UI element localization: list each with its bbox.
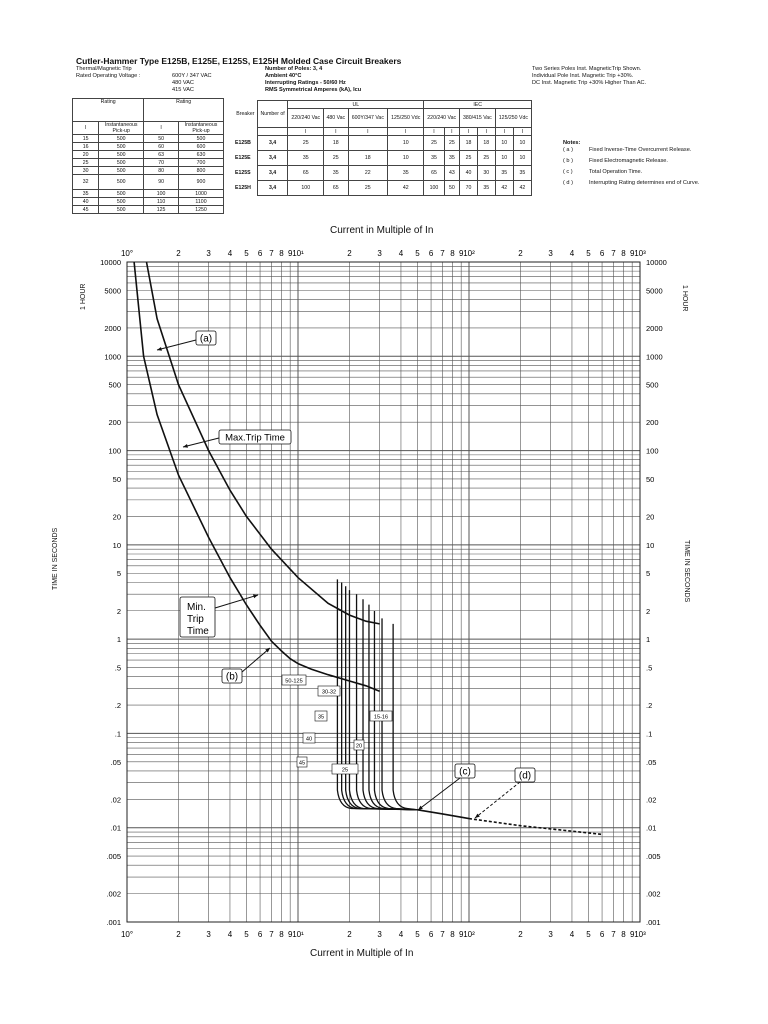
annotation-arrow [157, 340, 196, 350]
y-tick-label: 500 [646, 380, 659, 390]
note-text: Interrupting Rating determines end of Curve. [589, 180, 700, 186]
note-key: ( d ) [563, 180, 573, 186]
breaker-cell: 18 [324, 136, 348, 151]
note-text: Fixed Electromagnetic Release. [589, 158, 668, 164]
x-tick-label: 5 [415, 930, 420, 939]
y-tick-label: .05 [110, 757, 121, 767]
rating-header-2: Rating [144, 99, 224, 122]
series-note-3: DC Inst. Magnetic Trip +30% Higher Than AC. [532, 80, 647, 86]
rating-cell: 1250 [179, 206, 224, 214]
annotation-d: (d) [518, 770, 532, 782]
x-tick-label: 2 [518, 249, 523, 258]
x-tick-label: 4 [569, 249, 575, 258]
x-tick-label: 9 [287, 249, 293, 258]
pickup-curve [363, 599, 418, 810]
sub-iec-6: I [513, 128, 531, 136]
pickup-label: 50-125 [285, 678, 303, 685]
breaker-cell: 50 [444, 181, 459, 196]
breaker-cell: E125B [235, 140, 251, 146]
y-tick-label: .005 [646, 852, 661, 862]
y-tick-label: .05 [646, 757, 657, 767]
page-title: Cutler-Hammer Type E125B, E125E, E125S, E125H Molded Case Circuit Breakers [76, 56, 402, 66]
x-tick-label: 7 [269, 930, 274, 939]
ul-col-1: 220/240 Vac [288, 109, 324, 128]
poles-info: Number of Poles: 3, 4 [265, 66, 323, 72]
pickup-label: 35 [317, 714, 325, 721]
x-tick-label: 3 [206, 930, 211, 939]
x-tick-label: 7 [269, 249, 274, 258]
rating-cell: 1100 [179, 198, 224, 206]
y-tick-label: .02 [110, 795, 121, 805]
y-tick-label: .2 [646, 701, 653, 711]
voltage-label: Rated Operating Voltage : [76, 73, 141, 79]
x-tick-label: 2 [347, 930, 352, 939]
y-tick-label: 5000 [104, 286, 121, 296]
x-tick-label: 4 [227, 249, 233, 258]
y-tick-label: 5000 [646, 286, 663, 296]
x-tick-label: 7 [611, 930, 616, 939]
breaker-cell: 10 [388, 151, 424, 166]
y-tick-label: .01 [646, 823, 657, 833]
rating-cell: 100 [144, 190, 179, 198]
rating-cell: 500 [99, 190, 144, 198]
y-tick-label: .1 [114, 729, 121, 739]
y-tick-label: 1000 [104, 352, 121, 362]
rating-cell: 90 [144, 175, 179, 190]
rating-cell: 30 [73, 167, 99, 175]
rating-cell: 500 [99, 159, 144, 167]
voltage-1: 600Y / 347 VAC [172, 73, 212, 79]
breaker-cell: 65 [288, 166, 324, 181]
y-tick-label: 20 [112, 512, 121, 522]
voltage-2: 480 VAC [172, 80, 194, 86]
rating-cell: 45 [73, 206, 99, 214]
x-tick-label: 10° [120, 249, 134, 258]
note-key: ( b ) [563, 158, 573, 164]
rating-cell: 900 [179, 175, 224, 190]
y-tick-label: 1 [116, 635, 121, 645]
col-breaker: Breaker [236, 111, 255, 117]
x-tick-label: 9 [458, 930, 464, 939]
x-tick-label: 2 [347, 249, 352, 258]
hour-label-left: 1 HOUR [80, 283, 87, 310]
y-tick-label: 5 [116, 569, 121, 579]
y-tick-label: 1000 [646, 352, 663, 362]
iec-col-1: 220/240 Vac [424, 109, 460, 128]
breaker-cell: 25 [424, 136, 444, 151]
y-tick-label: 5 [646, 569, 651, 579]
y-tick-label: .1 [646, 729, 653, 739]
breaker-cell: 10 [388, 136, 424, 151]
x-tick-label: 5 [415, 249, 420, 258]
x-tick-label: 6 [257, 249, 263, 258]
pickup-label: 20 [355, 743, 363, 750]
x-tick-label: 10¹ [292, 930, 304, 939]
col-pickup: Instantaneous Pick-up [99, 122, 144, 135]
x-tick-label: 3 [377, 249, 382, 258]
x-tick-label: 6 [428, 249, 434, 258]
breaker-cell: 10 [495, 151, 513, 166]
pickup-curve [349, 590, 417, 810]
pickup-label: 15-16 [373, 714, 389, 721]
breaker-cell: 65 [324, 181, 348, 196]
x-tick-label: 10¹ [292, 249, 304, 258]
y-tick-label: 50 [112, 474, 121, 484]
rating-cell: 15 [73, 135, 99, 143]
y-tick-label: 1 [646, 635, 651, 645]
sub-iec-5: I [495, 128, 513, 136]
rating-cell: 80 [144, 167, 179, 175]
y-tick-label: 200 [108, 418, 121, 428]
y-tick-label: .02 [646, 795, 657, 805]
note-key: ( a ) [563, 147, 573, 153]
arrow-head [253, 594, 258, 598]
y-tick-label: .5 [646, 663, 653, 673]
breaker-cell: 35 [388, 166, 424, 181]
y-tick-label: .01 [110, 823, 121, 833]
plot-frame [127, 262, 640, 922]
pickup-label: 45 [298, 760, 306, 767]
breaker-cell: 25 [444, 136, 459, 151]
annotation-arrow [183, 438, 219, 447]
y-tick-label: 2000 [646, 323, 663, 333]
ul-col-3: 600Y/347 Vac [348, 109, 388, 128]
breaker-cell: 18 [348, 151, 388, 166]
ul-col-2: 480 Vac [324, 109, 348, 128]
breaker-cell: 100 [288, 181, 324, 196]
rating-cell: 500 [99, 151, 144, 159]
x-tick-label: 3 [548, 249, 553, 258]
pickup-curve [393, 624, 417, 810]
rating-cell: 500 [99, 206, 144, 214]
series-note-1: Two Series Poles Inst. MagneticTrip Shown. [532, 66, 642, 72]
note-text: Fixed Inverse-Time Overcurrent Release. [589, 147, 692, 153]
y-tick-label: 50 [646, 474, 655, 484]
col-pickup-2: Instantaneous Pick-up [179, 122, 224, 135]
x-tick-label: 9 [458, 249, 464, 258]
breaker-cell: 35 [288, 151, 324, 166]
interrupting-info: Interrupting Ratings - 50/60 Hz [265, 80, 346, 86]
annotation-c: (c) [459, 766, 471, 778]
sub-ul-4: I [388, 128, 424, 136]
x-tick-label: 8 [450, 930, 455, 939]
breaker-cell: 42 [495, 181, 513, 196]
ul-header: UL [288, 101, 424, 109]
x-tick-label: 10² [463, 249, 475, 258]
rating-cell: 500 [99, 198, 144, 206]
x-tick-label: 8 [621, 249, 626, 258]
pickup-label: 30-32 [321, 689, 337, 696]
x-tick-label: 10³ [634, 249, 646, 258]
breaker-cell: 100 [424, 181, 444, 196]
rating-cell: 700 [179, 159, 224, 167]
breaker-cell: 35 [513, 166, 531, 181]
y-tick-label: 100 [646, 446, 659, 456]
breaker-cell: 35 [477, 181, 495, 196]
y-axis-label-left: TIME IN SECONDS [52, 527, 59, 590]
note-text: Total Operation Time. [589, 169, 643, 175]
breaker-cell: 35 [424, 151, 444, 166]
breaker-cell: 3,4 [257, 181, 288, 196]
x-tick-label: 6 [257, 930, 263, 939]
y-axis-label-right: TIME IN SECONDS [683, 540, 690, 603]
y-tick-label: .001 [106, 918, 121, 927]
pickup-label: 40 [305, 736, 313, 743]
breaker-cell: 42 [513, 181, 531, 196]
breaker-cell: 25 [324, 151, 348, 166]
x-tick-label: 9 [287, 930, 293, 939]
breaker-cell: 35 [324, 166, 348, 181]
notes-title: Notes: [563, 140, 581, 146]
x-tick-label: 4 [398, 930, 404, 939]
rating-cell: 40 [73, 198, 99, 206]
rating-cell: 500 [99, 135, 144, 143]
rating-cell: 32 [73, 175, 99, 190]
ambient-info: Ambient 40°C [265, 73, 302, 79]
y-tick-label: 10 [112, 540, 121, 550]
rating-cell: 500 [99, 175, 144, 190]
breaker-cell: 35 [495, 166, 513, 181]
breaker-cell: 43 [444, 166, 459, 181]
iec-col-2: 380/415 Vac [460, 109, 496, 128]
ul-col-4: 125/250 Vdc [388, 109, 424, 128]
trip-type: Thermal/Magnetic Trip [76, 66, 132, 72]
rating-cell: 50 [144, 135, 179, 143]
pickup-label: 25 [341, 767, 349, 774]
x-tick-label: 4 [398, 249, 404, 258]
breaker-cell: 10 [495, 136, 513, 151]
annotation-arrow [215, 595, 258, 608]
rating-cell: 630 [179, 151, 224, 159]
x-tick-label: 9 [629, 249, 635, 258]
breaker-cell: E125S [235, 170, 251, 176]
voltage-3: 415 VAC [172, 87, 194, 93]
x-tick-label: 2 [176, 249, 181, 258]
note-key: ( c ) [563, 169, 573, 175]
y-tick-label: 20 [646, 512, 655, 522]
rating-cell: 500 [179, 135, 224, 143]
rating-header-1: Rating [73, 99, 144, 122]
breaker-cell: 42 [388, 181, 424, 196]
rating-cell: 63 [144, 151, 179, 159]
x-tick-label: 8 [279, 930, 284, 939]
sub-ul-3: I [348, 128, 388, 136]
annotation-b: (b) [225, 671, 239, 683]
y-tick-label: 200 [646, 418, 659, 428]
y-tick-label: 10 [646, 540, 655, 550]
x-axis-label-bottom: Current in Multiple of In [310, 948, 414, 959]
breaker-cell: 10 [513, 136, 531, 151]
breaker-cell: 18 [460, 136, 478, 151]
x-tick-label: 3 [206, 249, 211, 258]
annotation-max-trip: Max.Trip Time [225, 432, 285, 444]
rms-info: RMS Symmetrical Amperes (kA), Icu [265, 87, 362, 93]
x-tick-label: 2 [176, 930, 181, 939]
iec-header: IEC [424, 101, 532, 109]
x-tick-label: 6 [428, 930, 434, 939]
rating-cell: 60 [144, 143, 179, 151]
x-tick-label: 8 [450, 249, 455, 258]
iec-col-3: 125/250 Vdc [495, 109, 531, 128]
x-tick-label: 4 [227, 930, 233, 939]
breaker-cell: E125E [235, 155, 251, 161]
x-tick-label: 5 [244, 249, 249, 258]
y-tick-label: 500 [108, 380, 121, 390]
breaker-cell: 10 [513, 151, 531, 166]
x-axis-label-top: Current in Multiple of In [330, 225, 434, 236]
x-tick-label: 7 [611, 249, 616, 258]
rating-cell: 70 [144, 159, 179, 167]
x-tick-label: 3 [548, 930, 553, 939]
rating-cell: 110 [144, 198, 179, 206]
rating-cell: 1000 [179, 190, 224, 198]
col-i: I [144, 122, 179, 135]
sub-iec-4: I [477, 128, 495, 136]
x-tick-label: 5 [586, 930, 591, 939]
rating-cell: 500 [99, 143, 144, 151]
y-tick-label: .005 [106, 852, 121, 862]
breaker-cell: 25 [348, 181, 388, 196]
breaker-cell: 22 [348, 166, 388, 181]
x-tick-label: 7 [440, 249, 445, 258]
sub-iec-2: I [444, 128, 459, 136]
breaker-cell: 18 [477, 136, 495, 151]
series-note-2: Individual Pole Inst. Magnetic Trip +30%. [532, 73, 634, 79]
x-tick-label: 6 [599, 930, 605, 939]
rating-cell: 600 [179, 143, 224, 151]
y-tick-label: 2000 [104, 323, 121, 333]
breaker-cell: 3,4 [257, 136, 288, 151]
y-tick-label: .002 [646, 889, 661, 899]
breaker-cell: 3,4 [257, 151, 288, 166]
sub-iec-1: I [424, 128, 444, 136]
y-tick-label: 100 [108, 446, 121, 456]
hour-label-right: 1 HOUR [681, 285, 688, 312]
breaker-cell: 3,4 [257, 166, 288, 181]
sub-iec-3: I [460, 128, 478, 136]
x-tick-label: 5 [586, 249, 591, 258]
breaker-cell: 65 [424, 166, 444, 181]
annotation-arrow [475, 782, 520, 818]
breaker-cell: 70 [460, 181, 478, 196]
breaker-cell: 25 [460, 151, 478, 166]
breaker-cell: 35 [444, 151, 459, 166]
breaker-cell: 30 [477, 166, 495, 181]
rating-cell: 125 [144, 206, 179, 214]
annotation-min-trip: Min. Trip Time [187, 602, 209, 637]
breaker-cell: 25 [288, 136, 324, 151]
x-tick-label: 7 [440, 930, 445, 939]
y-tick-label: 2 [116, 606, 121, 616]
sub-ul-1: I [288, 128, 324, 136]
x-tick-label: 10² [463, 930, 475, 939]
rating-cell: 35 [73, 190, 99, 198]
breaker-cell: 40 [460, 166, 478, 181]
y-tick-label: 10000 [100, 258, 121, 267]
y-tick-label: 2 [646, 606, 651, 616]
x-tick-label: 3 [377, 930, 382, 939]
col-poles: Number of [257, 101, 288, 128]
x-tick-label: 4 [569, 930, 575, 939]
y-tick-label: .002 [106, 889, 121, 899]
y-tick-label: .5 [114, 663, 121, 673]
x-tick-label: 8 [621, 930, 626, 939]
breaker-cell: 25 [477, 151, 495, 166]
x-tick-label: 6 [599, 249, 605, 258]
col-in: I [73, 122, 99, 135]
x-tick-label: 5 [244, 930, 249, 939]
y-tick-label: .2 [114, 701, 121, 711]
x-tick-label: 10³ [634, 930, 646, 939]
pickup-curve [357, 594, 418, 809]
y-tick-label: 10000 [646, 258, 667, 267]
x-tick-label: 8 [279, 249, 284, 258]
breaker-cell: E125H [235, 185, 251, 191]
pickup-curve [374, 611, 417, 810]
rating-cell: 16 [73, 143, 99, 151]
sub-ul-2: I [324, 128, 348, 136]
x-tick-label: 10° [120, 930, 134, 939]
y-tick-label: .001 [646, 918, 661, 927]
rating-cell: 500 [99, 167, 144, 175]
x-tick-label: 9 [629, 930, 635, 939]
annotation-a: (a) [199, 333, 213, 345]
x-tick-label: 2 [518, 930, 523, 939]
rating-cell: 800 [179, 167, 224, 175]
rating-cell: 25 [73, 159, 99, 167]
rating-cell: 20 [73, 151, 99, 159]
